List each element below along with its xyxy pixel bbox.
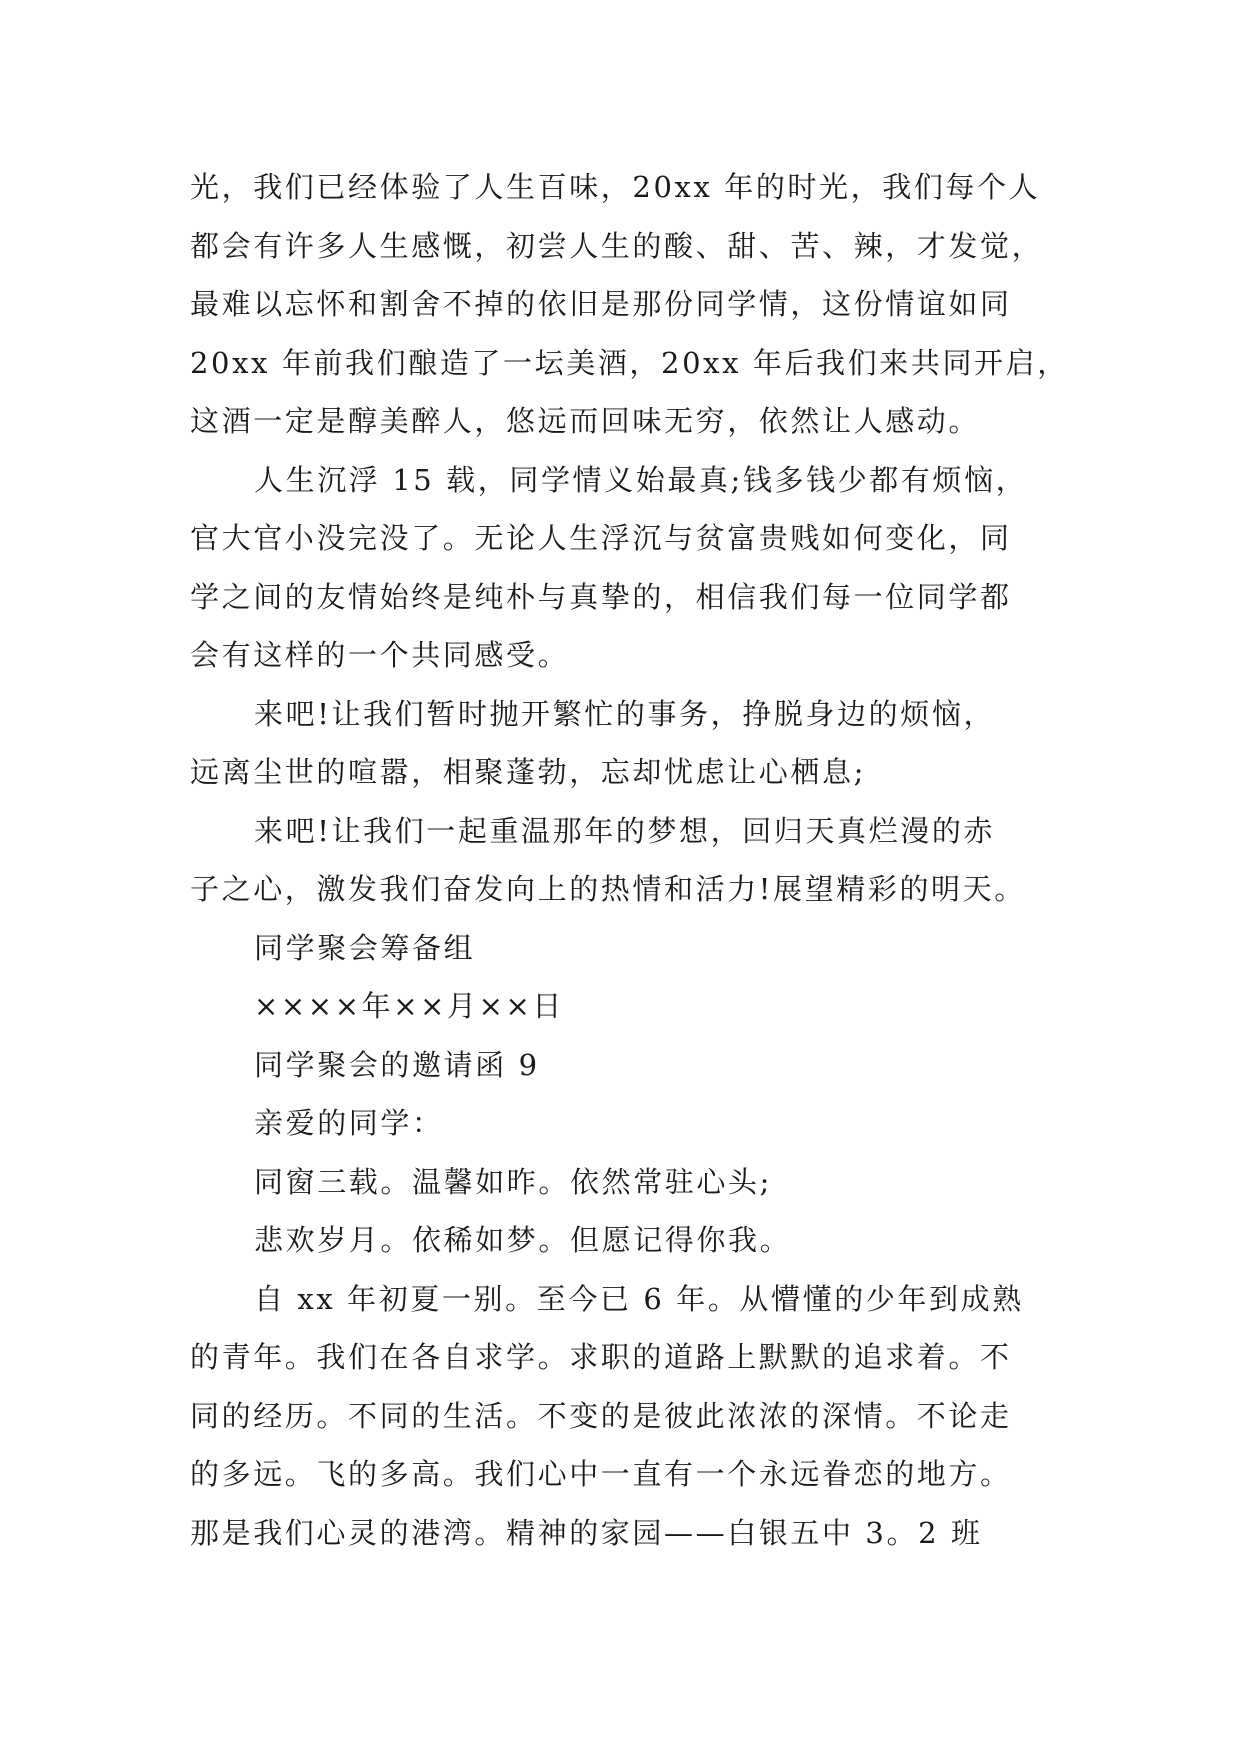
text-line: 的青年。我们在各自求学。求职的道路上默默的追求着。不 xyxy=(190,1340,1012,1374)
organizer-signature: 同学聚会筹备组 xyxy=(254,930,476,965)
text-line: 人生沉浮 15 载，同学情义始最真;钱多钱少都有烦恼， xyxy=(254,462,1028,497)
text-line: 的多远。飞的多高。我们心中一直有一个永远眷恋的地方。 xyxy=(190,1457,1012,1491)
text-line: 光，我们已经体验了人生百味，20xx 年的时光，我们每个人 xyxy=(190,170,1041,204)
text-line: 官大官小没完没了。无论人生浮沉与贫富贵贱如何变化，同 xyxy=(190,521,1012,555)
text-line: 子之心，激发我们奋发向上的热情和活力!展望精彩的明天。 xyxy=(190,872,1026,906)
text-line: 那是我们心灵的港湾。精神的家园——白银五中 3。2 班 xyxy=(190,1515,983,1550)
text-line: 会有这样的一个共同感受。 xyxy=(190,638,570,672)
text-line: 远离尘世的喧嚣，相聚蓬勃，忘却忧虑让心栖息; xyxy=(190,755,866,789)
salutation: 亲爱的同学： xyxy=(254,1106,444,1140)
text-line: 来吧!让我们暂时抛开繁忙的事务，挣脱身边的烦恼， xyxy=(254,696,996,731)
text-line: 都会有许多人生感慨，初尝人生的酸、甜、苦、辣，才发觉， xyxy=(190,228,1044,263)
text-line: 来吧!让我们一起重温那年的梦想，回归天真烂漫的赤 xyxy=(254,813,996,848)
date-line: ××××年××月××日 xyxy=(254,989,564,1023)
text-line: 自 xx 年初夏一别。至今已 6 年。从懵懂的少年到成熟 xyxy=(254,1281,1024,1316)
text-line: 同的经历。不同的生活。不变的是彼此浓浓的深情。不论走 xyxy=(190,1398,1012,1433)
text-line: 悲欢岁月。依稀如梦。但愿记得你我。 xyxy=(254,1223,792,1257)
text-line: 学之间的友情始终是纯朴与真挚的，相信我们每一位同学都 xyxy=(190,579,1012,614)
document-body xyxy=(190,158,1070,1562)
text-line: 同窗三载。温馨如昨。依然常驻心头; xyxy=(254,1164,772,1199)
text-line: 这酒一定是醇美醉人，悠远而回味无穷，依然让人感动。 xyxy=(190,404,981,438)
section-title: 同学聚会的邀请函 9 xyxy=(254,1047,540,1082)
text-line: 最难以忘怀和割舍不掉的依旧是那份同学情，这份情谊如同 xyxy=(190,287,1012,321)
text-line: 20xx 年前我们酿造了一坛美酒，20xx 年后我们来共同开启， xyxy=(190,345,1069,380)
